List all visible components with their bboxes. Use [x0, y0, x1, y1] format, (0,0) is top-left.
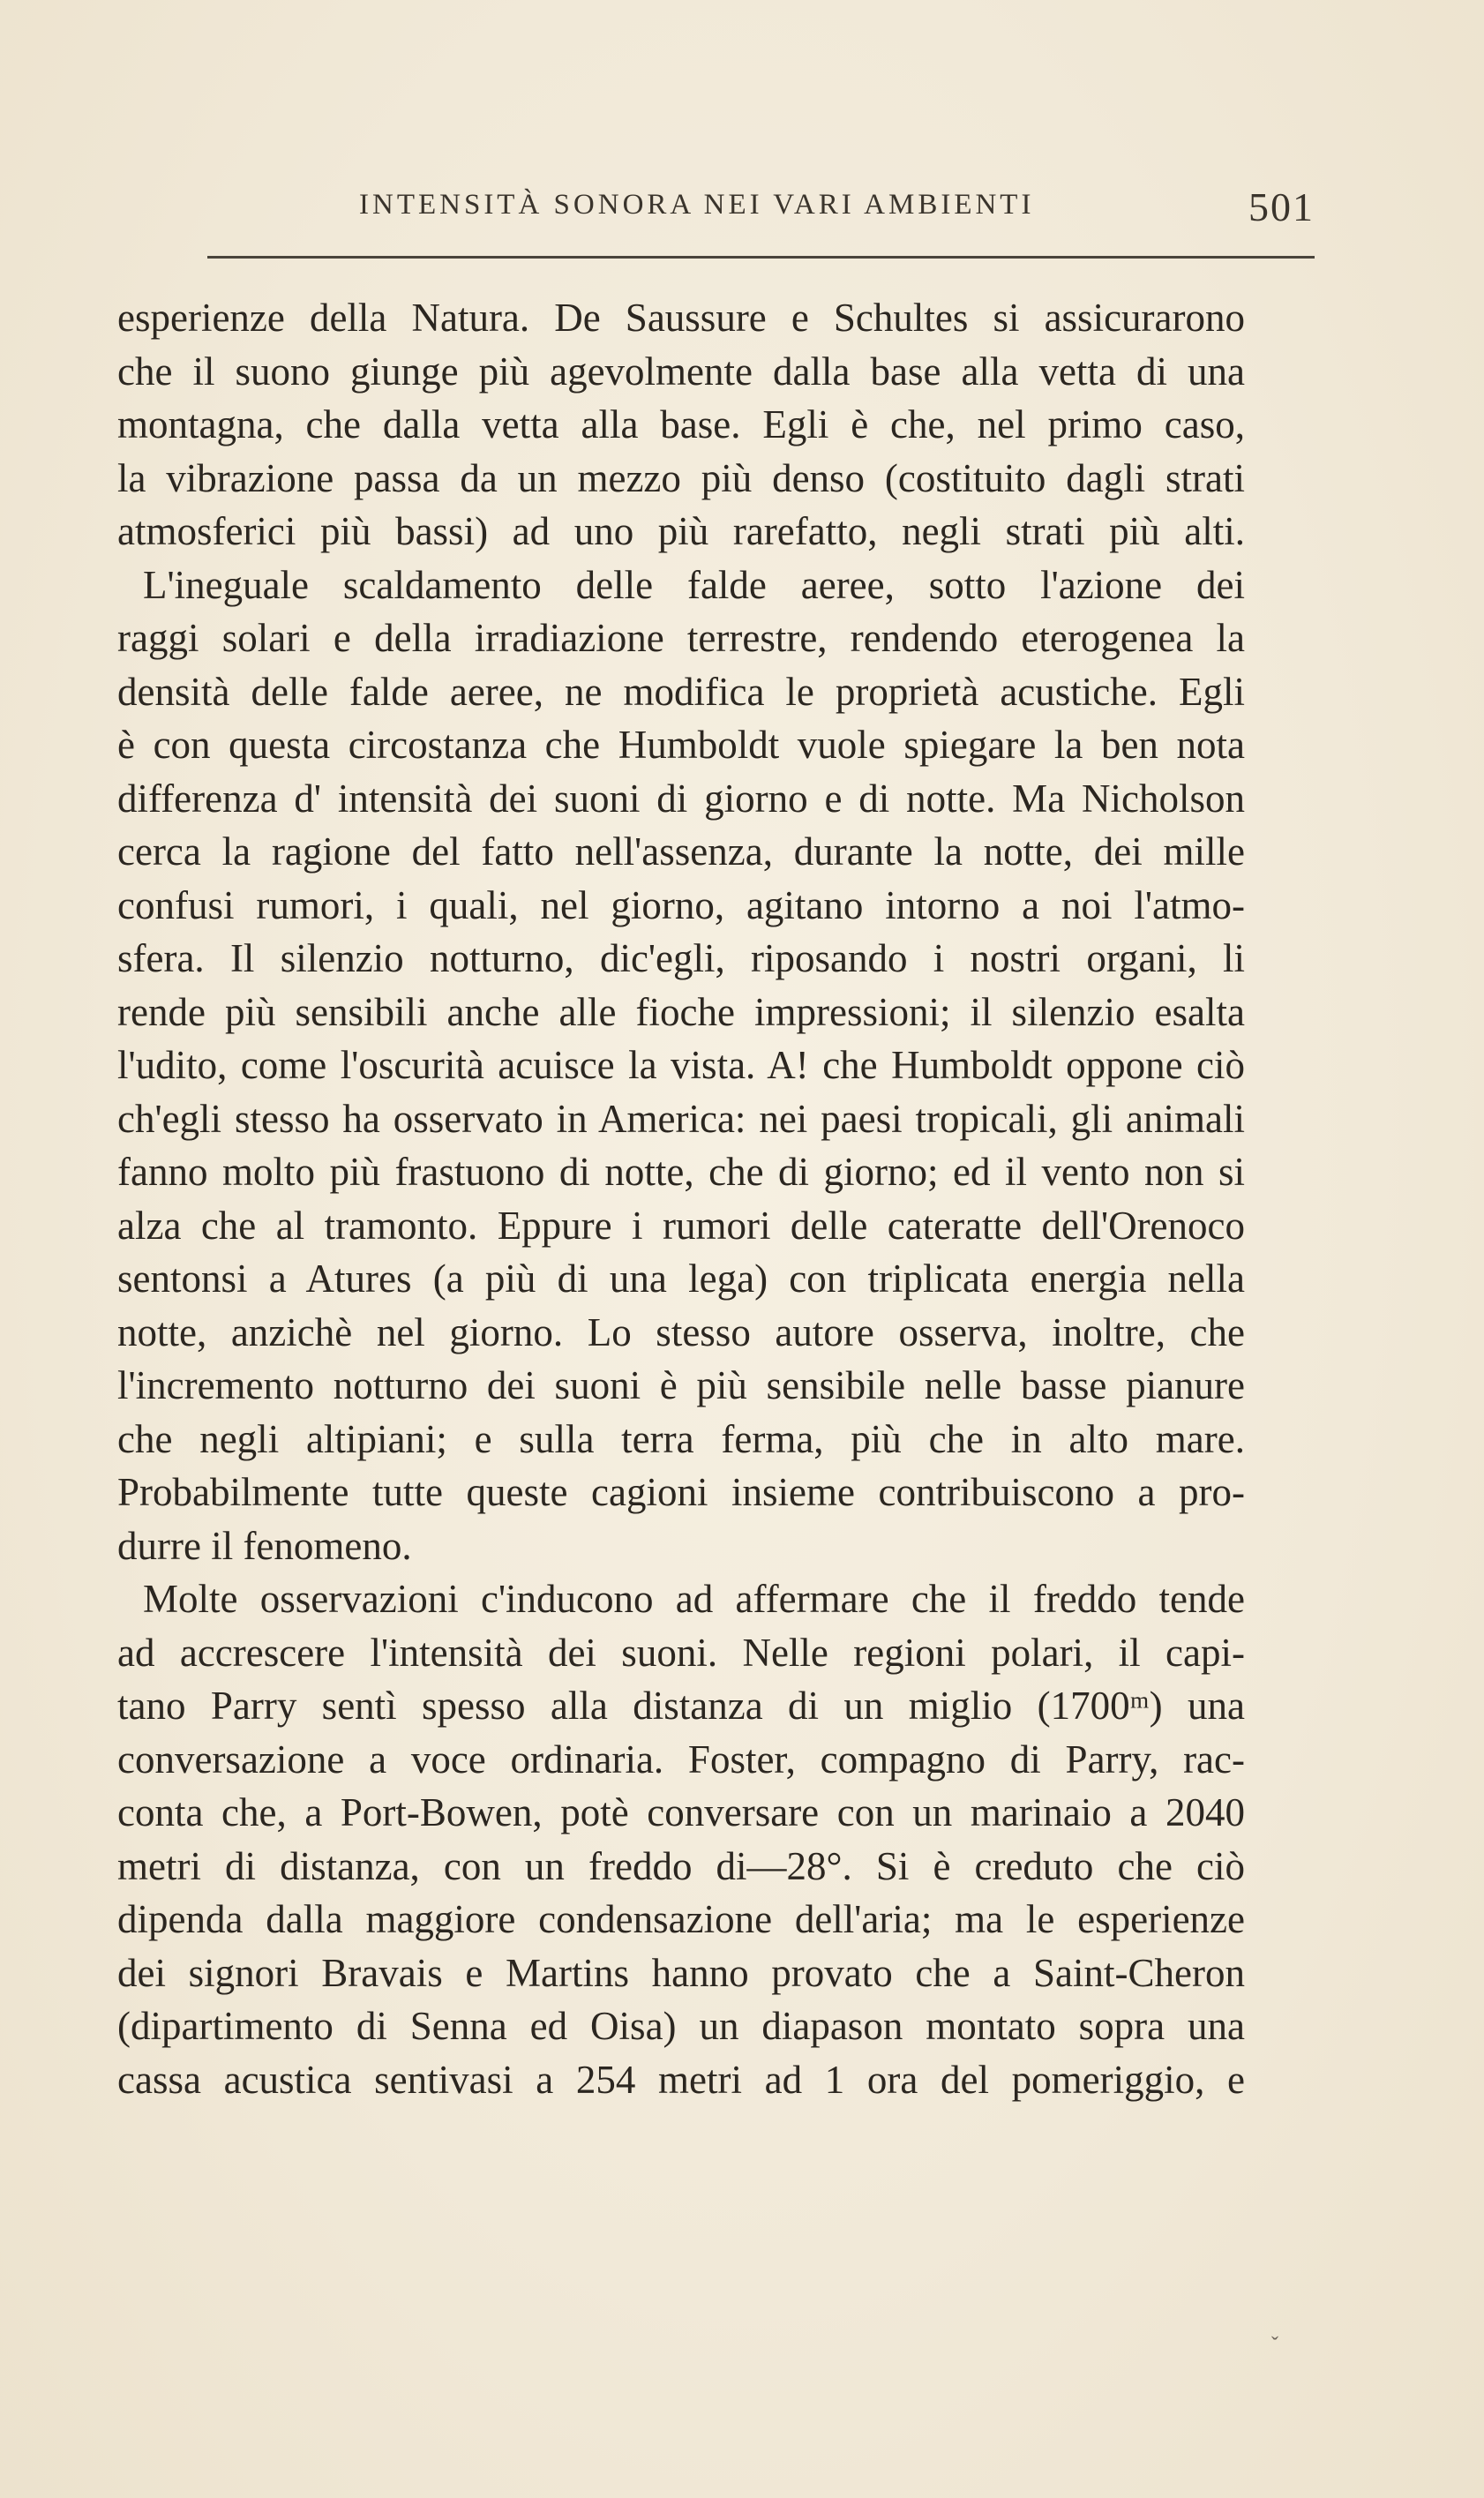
text-line: la vibrazione passa da un mezzo più denso (costituito dagli strati	[117, 455, 1245, 500]
text-line: confusi rumori, i quali, nel giorno, agitano intorno a noi l'atmo-	[117, 882, 1245, 927]
text-line: ad accrescere l'intensità dei suoni. Nelle regioni polari, il capi-	[117, 1630, 1245, 1675]
text-line: è con questa circostanza che Humboldt vuole spiegare la ben nota	[117, 723, 1245, 767]
text-line: conta che, a Port-Bowen, potè conversare con un marinaio a 2040	[117, 1790, 1245, 1834]
text-line: rende più sensibili anche alle fioche impressioni; il silenzio esalta	[117, 989, 1245, 1034]
text-line: notte, anzichè nel giorno. Lo stesso autore osserva, inoltre, che	[117, 1309, 1245, 1354]
text-line: Molte osservazioni c'inducono ad affermare che il freddo tende	[143, 1577, 1245, 1621]
text-line: ch'egli stesso ha osservato in America: nei paesi tropicali, gli animali	[117, 1096, 1245, 1141]
text-line: sentonsi a Atures (a più di una lega) con triplicata energia nella	[117, 1257, 1245, 1301]
text-line: montagna, che dalla vetta alla base. Egli è che, nel primo caso,	[117, 402, 1245, 446]
text-line: L'ineguale scaldamento delle falde aeree, sotto l'azione dei	[143, 562, 1245, 607]
running-head	[207, 184, 1315, 236]
text-line: che negli altipiani; e sulla terra ferma, più che in alto mare.	[117, 1416, 1245, 1461]
text-line: dipenda dalla maggiore condensazione dell'aria; ma le esperienze	[117, 1897, 1245, 1941]
text-line: durre il fenomeno.	[117, 1523, 412, 1568]
text-line: l'incremento notturno dei suoni è più sensibile nelle basse pianure	[117, 1363, 1245, 1407]
margin-mark: ˇ	[1271, 2334, 1278, 2357]
text-line: metri di distanza, con un freddo di—28°. Si è creduto che ciò	[117, 1843, 1245, 1888]
text-line: raggi solari e della irradiazione terrestre, rendendo eterogenea la	[117, 616, 1245, 660]
text-line: che il suono giunge più agevolmente dalla base alla vetta di una	[117, 349, 1245, 394]
running-title: INTENSITÀ SONORA NEI VARI AMBIENTI	[359, 189, 1035, 221]
text-line: atmosferici più bassi) ad uno più rarefatto, negli strati più alti.	[117, 509, 1245, 553]
text-line: differenza d' intensità dei suoni di giorno e di notte. Ma Nicholson	[117, 776, 1245, 821]
text-line: esperienze della Natura. De Saussure e Schultes si assicurarono	[117, 296, 1245, 340]
text-line: fanno molto più frastuono di notte, che di giorno; ed il vento non si	[117, 1150, 1245, 1194]
text-line: (dipartimento di Senna ed Oisa) un diapason montato sopra una	[117, 2004, 1245, 2048]
text-line: Probabilmente tutte queste cagioni insieme contribuiscono a pro-	[117, 1470, 1245, 1514]
text-line: l'udito, come l'oscurità acuisce la vista. A! che Humboldt oppone ciò	[117, 1043, 1245, 1087]
text-line: conversazione a voce ordinaria. Foster, compagno di Parry, rac-	[117, 1737, 1245, 1782]
text-line: cassa acustica sentivasi a 254 metri ad 1 ora del pomeriggio, e	[117, 2057, 1245, 2102]
text-line: densità delle falde aeree, ne modifica le proprietà acustiche. Egli	[117, 669, 1245, 714]
body-text	[117, 291, 1245, 2106]
text-line: dei signori Bravais e Martins hanno provato che a Saint-Cheron	[117, 1950, 1245, 1995]
header-rule	[207, 256, 1315, 259]
text-line: alza che al tramonto. Eppure i rumori delle cateratte dell'Orenoco	[117, 1203, 1245, 1248]
text-line: tano Parry sentì spesso alla distanza di un miglio (1700ᵐ) una	[117, 1684, 1245, 1728]
text-line: cerca la ragione del fatto nell'assenza, durante la notte, dei mille	[117, 829, 1245, 874]
text-line: sfera. Il silenzio notturno, dic'egli, riposando i nostri organi, li	[117, 936, 1245, 980]
page-number: 501	[1248, 184, 1315, 229]
